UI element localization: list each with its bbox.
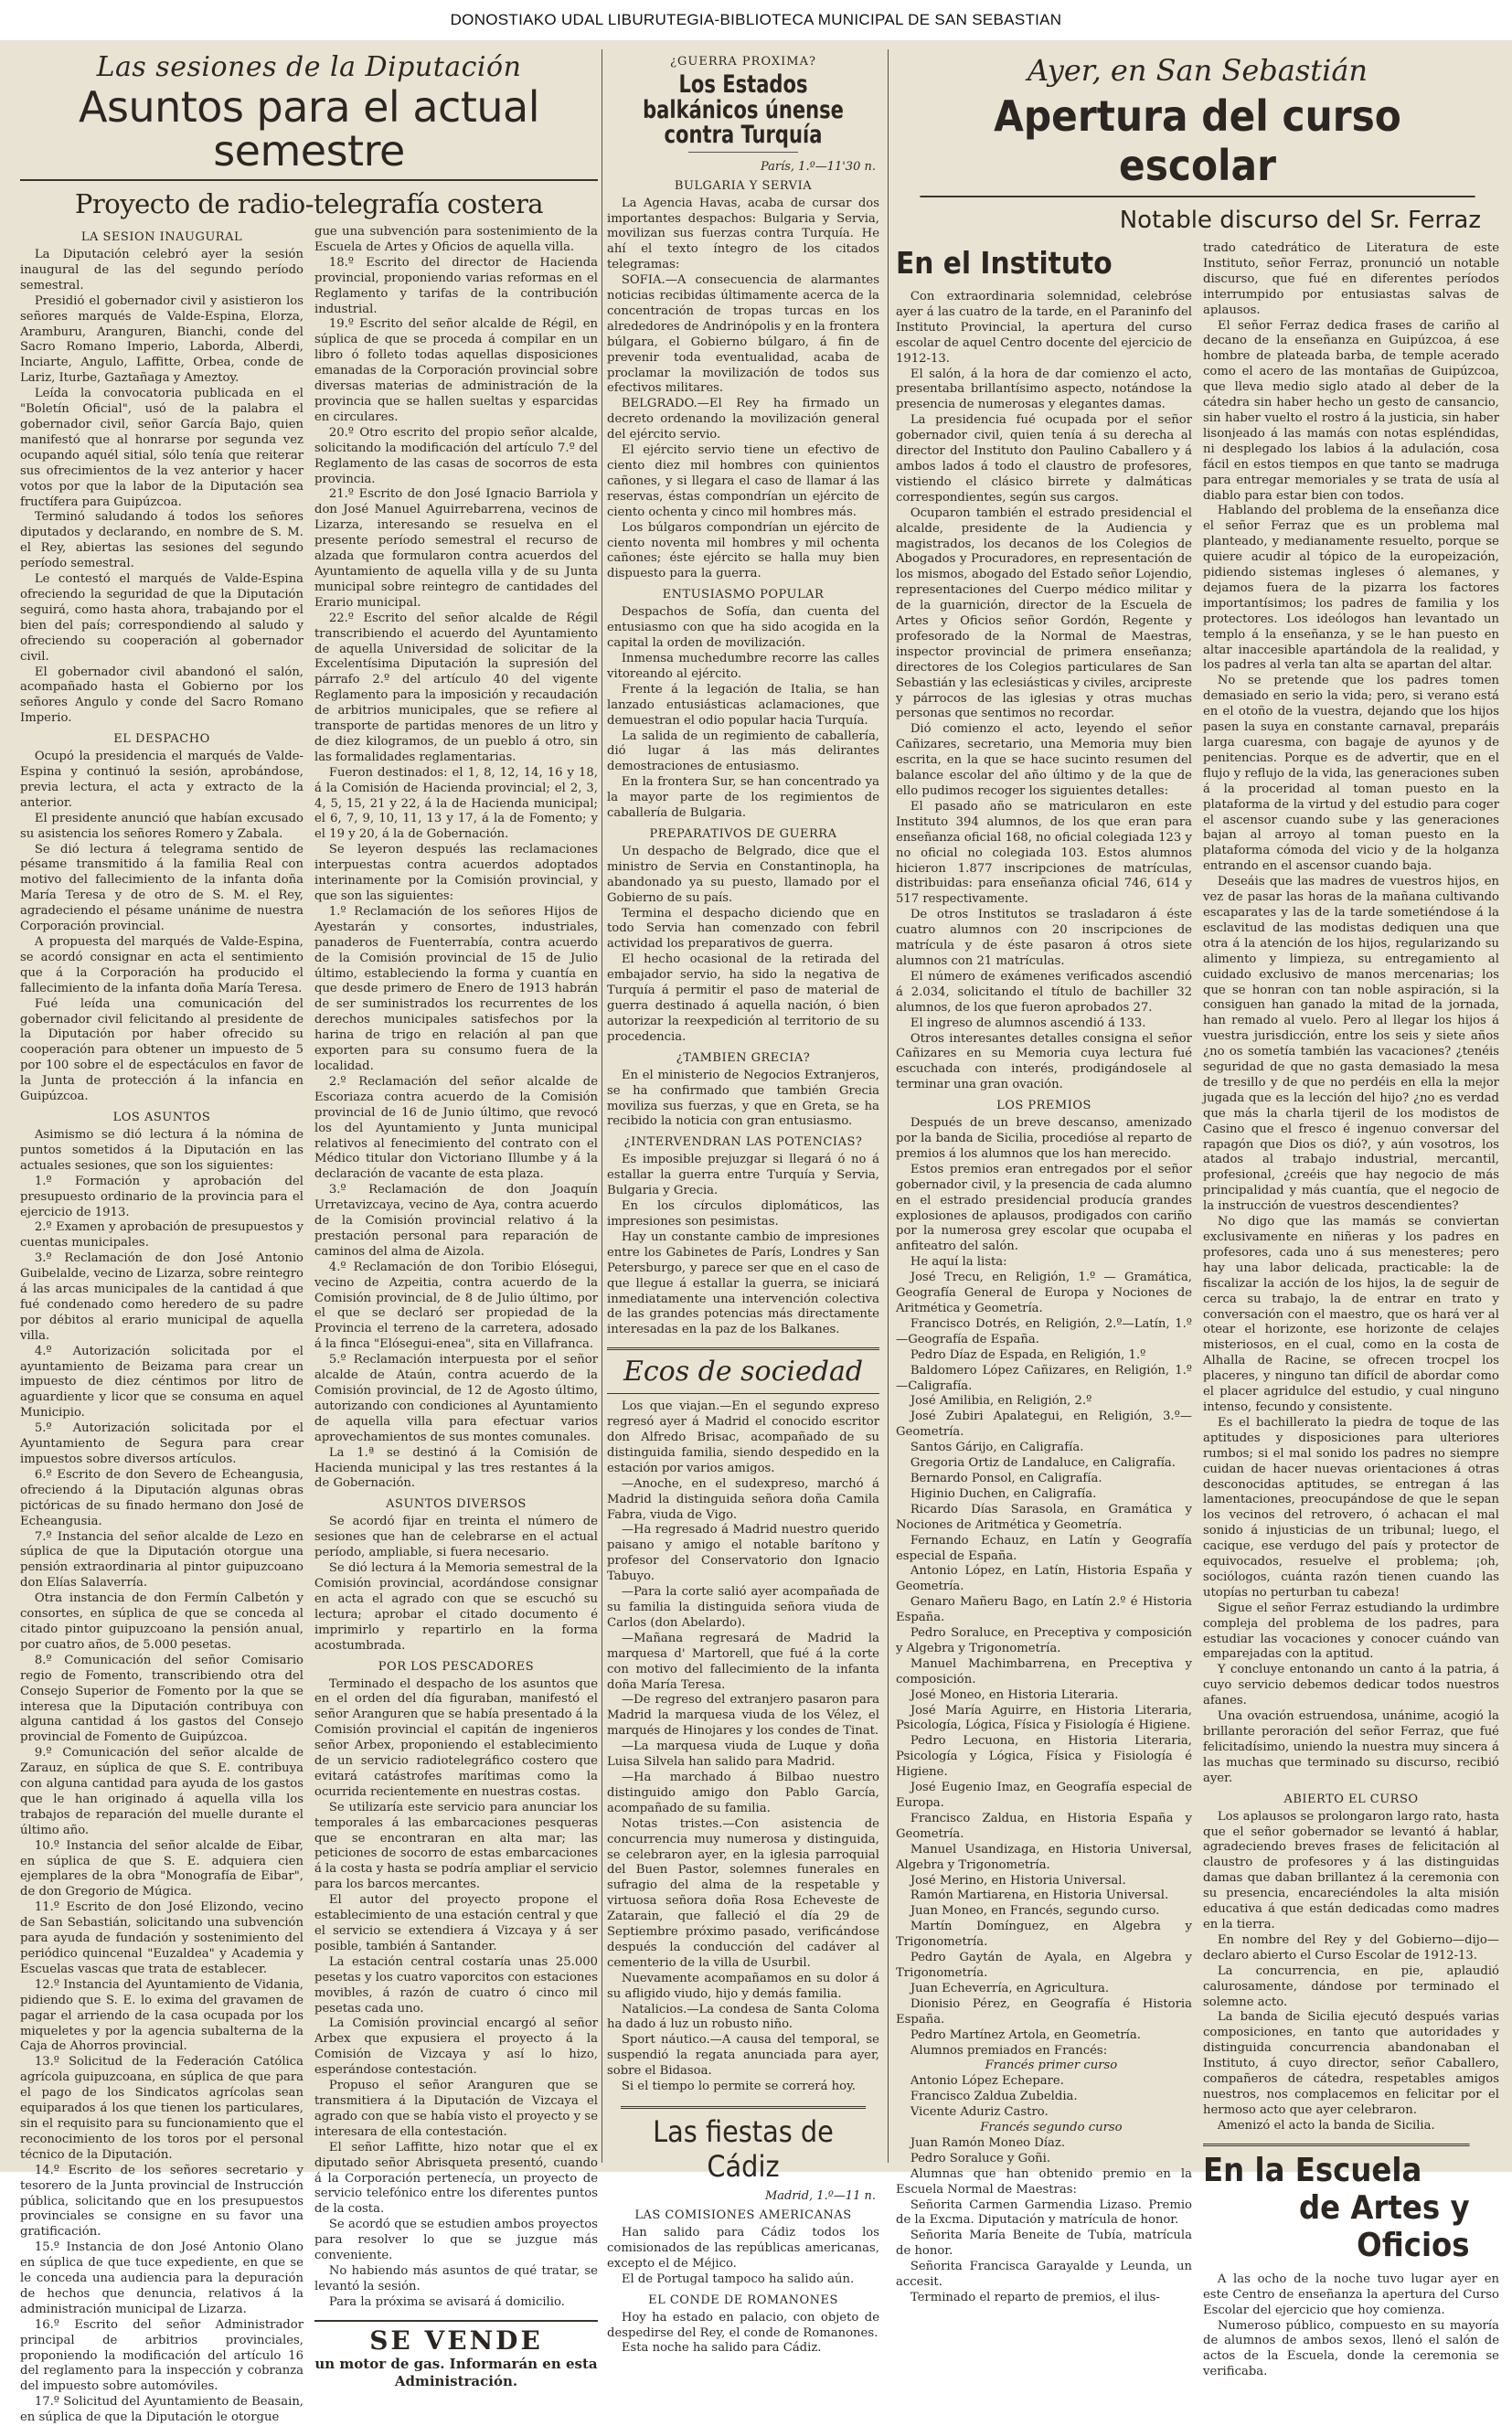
section-heading: ¿TAMBIEN GRECIA?	[676, 1050, 811, 1065]
paragraph: Otros interesantes detalles consigna el señor Cañizares en su Memoria cuya lectura fué escuchada con interés, prodigándosele al terminar una gran ovación.	[896, 1031, 1192, 1092]
list-item: Antonio López, en Latín, Historia España y Geometría.	[896, 1564, 1192, 1594]
paragraph: La Diputación celebró ayer la sesión inaugural de las del segundo período semestral.	[20, 248, 303, 293]
list-item: Pedro Lecuona, en Historia Literaria, Psicología y Lógica, Física y Fisiología é Higiene.	[896, 1734, 1192, 1780]
paragraph: Sigue el señor Ferraz estudiando la urdimbre compleja del problema de los padres, para estudiar las vocaciones y conocer cuándo van emparejadas con la aptitud.	[1203, 1601, 1499, 1662]
paragraph: 9.º Comunicación del señor alcalde de Zarauz, en súplica de que S. E. contribuya con alguna cantidad para ayuda de los gastos que le han originado á aquella villa los trabajos de reparación del muelle durante el último año.	[20, 1746, 303, 1837]
headline-line: En la Escuela	[1203, 2151, 1422, 2189]
paragraph: Los búlgaros compondrían un ejército de ciento noventa mil hombres y mil ochenta cañones; éste ejército se halla muy bien dispuesto para la guerra.	[607, 520, 879, 581]
list-item: José Zubiri Apalategui, en Religión, 3.º— Geometría.	[896, 1410, 1192, 1440]
paragraph: No digo que las mamás se conviertan exclusivamente en niñeras y los padres en profesores, cada uno á sus menesteres; pero hay una labor delicada, practicable: la de fiscalizar la acción de los hijos, la de seguir de cerca su trabajo, la de entrar en trato y conversación con el maestro, que os hará ver al otear el horizonte, ese horizonte de celajes misteriosos, en el cual, como en la costa de Alhalla de Racine, se ofrecen trocpel los placeres, y ninguno tan difícil de abordar como el placer agridulce del estudio, y cual ninguno intenso, fecundo y consistente.	[1203, 1215, 1499, 1414]
paragraph: 21.º Escrito de don José Ignacio Barriola y don José Manuel Aguirrebarrena, vecinos de Lizarza, interesando se resuelva en el presente período semestral el recurso de alzada que formularon contra acuerdos del Ayuntamiento de aquella villa y de su Junta municipal sobre reintegro de cantidades del Erario municipal.	[314, 487, 598, 610]
paragraph: Se utilizaría este servicio para anunciar los temporales á las embarcaciones pesqueras que se encontraran en alta mar; las peticiones de socorro de estas embarcaciones á la costa y hasta se podría ampliar el servicio para los barcos mercantes.	[314, 1800, 598, 1892]
paragraph: 5.º Autorización solicitada por el Ayuntamiento de Segura para crear impuestos sobre diversos artículos.	[20, 1421, 303, 1466]
paragraph: trado catedrático de Literatura de este Instituto, señor Ferraz, pronunció un notable discurso, que fué en diferentes períodos interrumpido por entusiastas salvas de aplausos.	[1203, 241, 1499, 317]
paragraph: El presidente anunció que habían excusado su asistencia los señores Romero y Zabala.	[20, 811, 303, 841]
kicker-san-sebastian: Ayer, en San Sebastián	[1027, 53, 1368, 88]
section-heading: ASUNTOS DIVERSOS	[386, 1497, 527, 1512]
column-rule	[888, 49, 889, 2163]
paragraph: 19.º Escrito del señor alcalde de Régil, en súplica de que se proceda á compilar en un libro ó folleto todas aquellas disposiciones emanadas de la Corporación provincial sobre diversas materias de administración de la provincia que se hallen sueltas y esparcidas en circulares.	[314, 317, 598, 424]
paragraph: No se pretende que los padres tomen demasiado en serio la vida; pero, si verano está en el otoño de la vuestra, dejando que los hijos pasen la suya en constante carnaval, preparáis larga cuaresma, con bagaje de ayunos y de penitencias. Porque es de advertir, que en el flujo y reflujo de la vida, las generaciones suben á la proceridad al toman puesto en la plataforma de la virtud y del estudio para coger el ascensor cuando sube y las generaciones bajan al arroyo al toman puesto en la plataforma cómoda del vicio y de la holganza entrando en el ascensor cuando baja.	[1203, 674, 1499, 874]
paragraph: Se acordó fijar en treinta el número de sesiones que han de celebrarse en el actual período, ampliable, si fuera necesario.	[314, 1515, 598, 1560]
paragraph: 11.º Escrito de don José Elizondo, vecino de San Sebastián, solicitando una subvención para ayuda de fundación y sostenimiento del periódico quincenal "Euzaldea" y Academia y Escuelas vascas que trata de establecer.	[20, 1900, 303, 1976]
paragraph: Terminado el reparto de premios, el ilus-	[910, 2291, 1160, 2304]
paragraph: En nombre del Rey y del Gobierno—dijo— declaro abierto el Curso Escolar de 1912-13.	[1203, 1932, 1499, 1963]
list-item: Genaro Mañeru Bago, en Latín 2.º é Historia España.	[896, 1595, 1192, 1625]
dateline: Madrid, 1.º—11 n.	[764, 2189, 876, 2203]
paragraph: Leída la convocatoria publicada en el "Boletín Oficial", usó de la palabra el gobernador civil, señor García Bajo, quien manifestó que al honrarse por segunda vez ocupando aquél sitial, sólo tenía que reiterar sus ofrecimientos de la vez anterior y hacer votos por que la labor de la Diputación sea fructífera para Guipúzcoa.	[20, 387, 303, 509]
paragraph: —La marquesa viuda de Luque y doña Luisa Silvela han salido para Madrid.	[607, 1740, 879, 1770]
paragraph: En los círculos diplomáticos, las impresiones son pesimistas.	[607, 1199, 879, 1229]
paragraph: Después de un breve descanso, amenizado por la banda de Sicilia, procedióse al reparto de premios á los alumnos que los han merecido.	[896, 1116, 1192, 1161]
paragraph: Han salido para Cádiz todos los comisionados de las repúblicas americanas, excepto el de Méjico.	[607, 2226, 879, 2271]
paragraph: Los aplausos se prolongaron largo rato, hasta que el señor gobernador se levantó á hablar, agradeciendo breves frases de felicitación al claustro de profesores y á las distinguidas damas que daban brillantez á la ceremonia con su presencia, encareciéndoles la alta misión educativa á que están dedicadas como madres en la tierra.	[1203, 1809, 1499, 1931]
paragraph: 3.º Reclamación de don Joaquín Urretavizcaya, vecino de Aya, contra acuerdo de la Comisión provincial relativo á la prestación personal para reparación de caminos del alma de Aizola.	[314, 1183, 598, 1259]
diputacion-subcol-left	[20, 225, 303, 2426]
paragraph: 15.º Instancia de don José Antonio Olano en súplica de que tuce expediente, en que se le conceda una audiencia para la depuración de hechos que denuncia, relativos á la administración municipal de Lizarza.	[20, 2240, 303, 2316]
paragraph: Es imposible prejuzgar si llegará ó no á estallar la guerra entre Turquía y Servia, Bulgaria y Grecia.	[607, 1153, 879, 1198]
paragraph: Esta noche ha salido para Cádiz.	[621, 2341, 822, 2356]
paragraph: El ejército servio tiene un efectivo de ciento diez mil hombres con quinientos cañones, y si llegara el caso de llamar á las reservas, éstas compondrían un ejército de ciento ochenta y cinco mil hombres más.	[607, 443, 879, 519]
paragraph: A propuesta del marqués de Valde-Espina, se acordó consignar en acta el sentimiento que á la Corporación ha producido el fallecimiento de la infanta doña María Teresa.	[20, 935, 303, 995]
list-item: Santos Gárijo, en Caligrafía.	[910, 1441, 1084, 1455]
paragraph: Una ovación estruendosa, unánime, acogió la brillante peroración del señor Ferraz, que fué felicitadísimo, uniendo la nuestra muy sincera á las muchas que terminado su discurso, recibió ayer.	[1203, 1709, 1499, 1785]
paragraph: 14.º Escrito de los señores secretario y tesorero de la Junta provincial de Instrucción pública, solicitando que en los presupuestos provinciales se consigne en su favor una gratificación.	[20, 2163, 303, 2240]
paragraph: Alumnas que han obtenido premio en la Escuela Normal de Maestras:	[896, 2166, 1192, 2197]
list-item: Manuel Machimbarrena, en Preceptiva y composición.	[896, 1656, 1192, 1686]
list-item: Pedro Martínez Artola, en Geometría.	[910, 2027, 1141, 2042]
list-item: Ricardo Días Sarasola, en Gramática y Nociones de Aritmética y Geometría.	[896, 1502, 1192, 1532]
paragraph: Para la próxima se avisará á domicilio.	[328, 2294, 565, 2309]
paragraph: Nuevamente acompañamos en su dolor á su afligido viudo, hijo y demás familia.	[607, 1971, 879, 2001]
paragraph: Fueron destinados: el 1, 8, 12, 14, 16 y 18, á la Comisión de Hacienda provincial; el 2, 3, 4, 5, 15, 21 y 22, á la de Hacienda municipal; el 6, 7, 9, 10, 11, 13 y 17, á la de Fomento; y el 19 y 20, á la de Gobernación.	[314, 765, 598, 842]
list-item: José Moneo, en Historia Literaria.	[910, 1687, 1119, 1702]
paragraph: Fué leída una comunicación del gobernador civil felicitando al presidente de la Diputación por haber ofrecido su cooperación para obtener un impuesto de 5 por 100 sobre el de espectáculos en favor de la Junta de protección á la infancia en Guipúzcoa.	[20, 996, 303, 1104]
ad-text: un motor de gas. Informarán en esta Administración.	[314, 2355, 598, 2390]
paragraph: 1.º Reclamación de los señores Hijos de Ayestarán y consortes, industriales, panaderos de Fuenterrabía, contra acuerdo de la Comisión provincial de 15 de Julio último, estableciendo la forma y cuantía en que desde primero de Enero de 1913 habrán de ser suministrados los recurrentes de los derechos municipales satisfechos por la harina de trigo en relación al pan que exporten para su consumo fuera de la localidad.	[314, 904, 598, 1073]
paragraph: Se dió lectura á la Memoria semestral de la Comisión provincial, acordándose consignar en acta el agrado con que se escuchó su lectura; aprobar el citado documento é imprimirlo y repartirlo en la forma acostumbrada.	[314, 1561, 598, 1653]
paragraph: Es el bachillerato la piedra de toque de las aptitudes y disposiciones para ulteriores rumbos; si el mal sonido los padres no siempre cuidan de hacer nuevas orientaciones á otras desconocidas aptitudes, se entregan á las lamentaciones, preocupándose de que le sepan los vecinos del retrovero, ó achacan el mal sonido á injusticias de un tribunal; luego, el cacique, ese verdugo del país y protector de equivocados, resuelve el problema; ¡oh, sociólogos, cuánta razón tienen cuando las utopías no perturban tu cabeza!	[1203, 1415, 1499, 1600]
paragraph: Terminado el despacho de los asuntos que en el orden del día figuraban, manifestó el señor Aranguren que se había presentado á la Comisión provincial el capitán de ingenieros señor Arbex, proponiendo el establecimiento de un servicio radiotelegráfico costero que evitará catástrofes marítimas como la ocurrida recientemente en nuestras costas.	[314, 1676, 598, 1799]
list-item: Dionisio Pérez, en Geografía é Historia España.	[896, 1996, 1192, 2027]
headline-line: de Artes y Oficios	[1298, 2189, 1470, 2265]
paragraph: —Ha marchado á Bilbao nuestro distinguido amigo don Pablo García, acompañado de su familia.	[607, 1770, 879, 1815]
paragraph: El señor Ferraz dedica frases de cariño al decano de la enseñanza en Guipúzcoa, á ese hombre de plateada barba, de temple acerado como el acero de las montañas de Guipúzcoa, que lleva medio siglo atado al deber de la cátedra sin haber hecho un gesto de cansancio, sin haber vuelto el rostro á la justicia, sin haber lisonjeado á las mamás con notas espléndidas, ni desplegado los labios á la adulación, cosa fácil en estos tiempos en que tanto se madruga para entregar memoriales y se trata de usía al diablo para estar bien con todos.	[1203, 318, 1499, 503]
paragraph: La Comisión provincial encargó al señor Arbex que expusiera el proyecto á la Comisión de Vizcaya y así lo hizo, esperándose contestación.	[314, 2016, 598, 2078]
paragraph: BELGRADO.—El Rey ha firmado un decreto ordenando la movilización general del ejército servio.	[607, 397, 879, 442]
headline-asuntos: Asuntos para el actual semestre	[20, 85, 598, 181]
paragraph: 18.º Escrito del director de Hacienda provincial, proponiendo varias reformas en el Reglamento y tarifas de la contribución industrial.	[314, 255, 598, 316]
paragraph: 20.º Otro escrito del propio señor alcalde, solicitando la modificación del artículo 7.º del Reglamento de las casas de socorros de esta provincia.	[314, 425, 598, 486]
section-title-instituto: En el Instituto	[896, 245, 1113, 281]
paragraph: En el ministerio de Negocios Extranjeros, se ha confirmado que también Grecia moviliza sus fuerzas, y que en Greta, se ha recibido la noticia con gran entusiasmo.	[607, 1068, 879, 1129]
paragraph: Amenizó el acto la banda de Sicilia.	[1217, 2118, 1435, 2133]
paragraph: Dió comienzo el acto, leyendo el señor Cañizares, secretario, una Memoria muy bien escrita, en la que se hace sucinto resumen del balance escolar del año último y de la que de ello pudimos recoger los siguientes detalles:	[896, 722, 1192, 798]
paragraph: Presidió el gobernador civil y asistieron los señores marqués de Valde-Espina, Elorza, Aramburu, Aranguren, Bianchi, conde del Sacro Romano Imperio, Laborda, Alberdi, Inciarte, Angulo, Laffitte, Orbea, conde de Lariz, Iturbe, Gaztañaga y Ameztoy.	[20, 293, 303, 386]
paragraph: La presidencia fué ocupada por el señor gobernador civil, quien tenía á su derecha al director del Instituto don Paulino Caballero y á ambos lados á todo el claustro de profesores, vistiendo el clásico birrete y dalmáticas correspondientes, según sus cargos.	[896, 413, 1192, 505]
subhead-discurso-ferraz: Notable discurso del Sr. Ferraz	[1119, 207, 1481, 234]
divider	[688, 152, 797, 153]
kicker-guerra: ¿GUERRA PROXIMA?	[670, 55, 816, 69]
paragraph: He aquí la lista:	[910, 1255, 1007, 1270]
paragraph: 8.º Comunicación del señor Comisario regio de Fomento, transcribiendo otra del Consejo Superior de Fomento por la que se interesa que la Diputación contribuya con alguna cantidad á los gastos del Consejo provincial de Fomento de Guipúzcoa.	[20, 1653, 303, 1745]
paragraph: Sport náutico.—A causa del temporal, se suspendió la regata anunciada para ayer, sobre el Bidasoa.	[607, 2033, 879, 2079]
paragraph: 2.º Examen y aprobación de presupuestos y cuentas municipales.	[20, 1220, 303, 1250]
list-subheading: Francés segundo curso	[980, 2121, 1123, 2135]
paragraph: El pasado año se matricularon en este Instituto 394 alumnos, de los que eran para enseñanza oficial 168, no oficial colegiada 123 y no oficial no colegiada 103. Estos alumnos hicieron 1.877 inscripciones de matrículas, distribuidas: para enseñanza oficial 746, 614 y 517 respectivamente.	[896, 799, 1192, 907]
list-item: Ramón Martiarena, en Historia Universal.	[910, 1889, 1169, 1903]
list-item: Pedro Soraluce y Goñi.	[910, 2151, 1051, 2165]
paragraph: Hay un constante cambio de impresiones entre los Gabinetes de París, Londres y San Petersburgo, y parece ser que en el caso de que llegue á estallar la guerra, se iniciará inmediatamente una intervención colectiva de las grandes potencias más directamente interesadas en la paz de los Balkanes.	[607, 1229, 879, 1337]
paragraph: 16.º Escrito del señor Administrador principal de arbitrios provinciales, proponiendo la modificación del artículo 16 del reglamento para la inspección y cobranza del impuesto sobre automóviles.	[20, 2317, 303, 2394]
curso-subcol-left	[896, 241, 1192, 2380]
ad-title: SE VENDE	[369, 2325, 543, 2356]
paragraph: Termina el despacho diciendo que en todo Servia han comenzado con febril actividad los preparativos de guerra.	[607, 906, 879, 952]
paragraph: 3.º Reclamación de don José Antonio Guibelalde, vecino de Lizarza, sobre reintegro á las arcas municipales de la cantidad á que fué condenado como heredero de su padre por débitos al erario municipal de aquella villa.	[20, 1251, 303, 1343]
paragraph: La estación central costaría unas 25.000 pesetas y los cuatro vaporcitos con estaciones movibles, á razón de cuatro ó cinco mil pesetas cada uno.	[314, 1954, 598, 2016]
library-header-bar: DONOSTIAKO UDAL LIBURUTEGIA-BIBLIOTECA MUNICIPAL DE SAN SEBASTIAN	[0, 0, 1512, 40]
list-item: José Merino, en Historia Universal.	[910, 1873, 1126, 1888]
paragraph: Los que viajan.—En el segundo expreso regresó ayer á Madrid el conocido escritor don Alfredo Brisac, acompañado de su distinguida familia, siendo despedido en la estación por varios amigos.	[607, 1399, 879, 1475]
paragraph: Otra instancia de don Fermín Calbetón y consortes, en súplica de que se conceda al citado pintor guipuzcoano la pensión anual, por cuatro años, de 5.000 pesetas.	[20, 1591, 303, 1652]
section-heading: POR LOS PESCADORES	[378, 1659, 535, 1674]
section-heading: ¿INTERVENDRAN LAS POTENCIAS?	[623, 1135, 863, 1150]
paragraph: De otros Institutos se trasladaron á éste cuatro alumnos con 20 inscripciones de matrícula y de éste pasaron á otros siete alumnos con 21 matrículas.	[896, 908, 1192, 968]
paragraph: gue una subvención para sostenimiento de la Escuela de Artes y Oficios de aquella villa.	[314, 225, 598, 254]
paragraph: La salida de un regimiento de caballería, dió lugar á las más delirantes demostraciones de entusiasmo.	[607, 729, 879, 774]
paragraph: Se dió lectura á telegrama sentido de pésame transmitido á la familia Real con motivo del fallecimiento de la infanta doña María Teresa y de otro de S. M. el Rey, agradeciendo el pésame unánime de nuestra Corporación provincial.	[20, 842, 303, 934]
list-item: Pedro Gaytán de Ayala, en Algebra y Trigonometría.	[896, 1951, 1192, 1980]
list-item: Vicente Aduriz Castro.	[910, 2105, 1049, 2120]
curso-subcol-right	[1203, 241, 1499, 2380]
list-item: Alumnos premiados en Francés:	[910, 2043, 1108, 2058]
paragraph: —Ha regresado á Madrid nuestro querido paisano y amigo el notable barítono y profesor del Conservatorio don Ignacio Tabuyo.	[607, 1523, 879, 1584]
headline-apertura: Apertura del curso escolar	[920, 91, 1475, 197]
list-item: José María Aguirre, en Historia Literaria, Psicología, Lógica, Física y Fisiología é Higiene.	[896, 1703, 1192, 1733]
paragraph: 5.º Reclamación interpuesta por el señor alcalde de Ataún, contra acuerdo de la Comisión provincial, de 12 de Agosto último, autorizando con condiciones al Ayuntamiento de aquella villa para efectuar varios aprovechamientos de sus montes comunales.	[314, 1353, 598, 1444]
paragraph: Hoy ha estado en palacio, con objeto de despedirse del Rey, el conde de Romanones.	[607, 2310, 879, 2340]
paragraph: Inmensa muchedumbre recorre las calles vitoreando al ejército.	[607, 651, 879, 681]
paragraph: Despachos de Sofía, dan cuenta del entusiasmo con que ha sido acogida en la capital la orden de movilización.	[607, 605, 879, 651]
paragraph: A las ocho de la noche tuvo lugar ayer en este Centro de enseñanza la apertura del Curso Escolar del ejercicio que hoy comienza.	[1203, 2272, 1499, 2317]
article-curso-escolar	[896, 46, 1499, 2379]
list-item: Fernando Echauz, en Latín y Geografía especial de España.	[896, 1533, 1192, 1563]
paragraph: El de Portugal tampoco ha salido aún.	[621, 2272, 855, 2286]
paragraph: 17.º Solicitud del Ayuntamiento de Beasain, en súplica de que la Diputación le otorgue	[20, 2395, 303, 2425]
paragraph: 7.º Instancia del señor alcalde de Lezo en súplica de que la Diputación otorgue una pensión extraordinaria al pintor guipuzcoano don Elías Salaverría.	[20, 1529, 303, 1591]
subhead-radiotelegrafia: Proyecto de radio-telegrafía costera	[74, 187, 544, 219]
list-item: Bernardo Ponsol, en Caligrafía.	[910, 1471, 1102, 1485]
headline-balkanes: Los Estados balkánicos únense contra Turquía	[643, 70, 844, 150]
paragraph: Natalicios.—La condesa de Santa Coloma ha dado á luz un robusto niño.	[607, 2002, 879, 2032]
list-item: Baldomero López Cañizares, en Religión, 1.º —Caligrafía.	[896, 1363, 1192, 1393]
paragraph: 4.º Autorización solicitada por el ayuntamiento de Beizama para crear un impuesto de diez céntimos por litro de aguardiente y licor que se consuma en aquel Municipio.	[20, 1344, 303, 1420]
list-item: Juan Ramón Moneo Díaz.	[910, 2135, 1066, 2150]
section-heading: EL CONDE DE ROMANONES	[648, 2293, 838, 2307]
paragraph: 10.º Instancia del señor alcalde de Eibar, en súplica de que S. E. adquiera cien ejemplares de la obra "Monografía de Eibar", de don Gregorio de Múgica.	[20, 1838, 303, 1899]
list-item: Señorita Francisca Garayalde y Leunda, un accesit.	[896, 2260, 1192, 2290]
paragraph: Y concluye entonando un canto á la patria, á cuyo servicio debemos dedicar todos nuestros afanes.	[1203, 1663, 1499, 1708]
paragraph: 12.º Instancia del Ayuntamiento de Vidania, pidiendo que S. E. lo exima del gravamen de pagar el arriendo de la casa ocupada por los miqueletes y por la agencia subalterna de la Caja de Ahorros provincial.	[20, 1977, 303, 2054]
list-subheading: Francés primer curso	[985, 2059, 1118, 2073]
paragraph: Con extraordinaria solemnidad, celebróse ayer á las cuatro de la tarde, en el Paraninfo del Instituto Provincial, la apertura del curso escolar de aquel Centro docente del ejercicio de 1912-13.	[896, 290, 1192, 366]
list-item: José Trecu, en Religión, 1.º — Gramática, Geografía General de Europa y Nociones de Aritmética y Geometría.	[896, 1271, 1192, 1315]
section-heading: BULGARIA Y SERVIA	[674, 178, 813, 193]
paragraph: La 1.ª se destinó á la Comisión de Hacienda municipal y las tres restantes á la de Gobernación.	[314, 1445, 598, 1491]
paragraph: Notas tristes.—Con asistencia de concurrencia muy numerosa y distinguida, se celebraron ayer, en la iglesia parroquial del Buen Pastor, solemnes funerales en sufragio del alma de la respetable y virtuosa señora doña Rosa Echeveste de Zatarain, que falleció el día 29 de Septiembre próximo pasado, verificándose después la conducción del cadáver al cementerio de la villa de Usurbil.	[607, 1816, 879, 1970]
paragraph: No habiendo más asuntos de qué tratar, se levantó la sesión.	[314, 2263, 598, 2293]
section-heading: LAS COMISIONES AMERICANAS	[634, 2208, 852, 2222]
section-heading: LOS ASUNTOS	[112, 1110, 211, 1124]
list-item: Antonio López Echepare.	[910, 2074, 1064, 2089]
article-balkanes	[607, 46, 879, 2356]
paragraph: —Mañana regresará de Madrid la marquesa d' Martorell, que fué á la corte con motivo del fallecimiento de la infanta doña María Teresa.	[607, 1631, 879, 1692]
paragraph: Se leyeron después las reclamaciones interpuestas contra acuerdos adoptados interinamente por la Comisión provincial, y que son las siguientes:	[314, 843, 598, 903]
paragraph: Terminó saludando á todos los señores diputados y declarando, en nombre de S. M. el Rey, abiertas las sesiones del segundo período semestral.	[20, 510, 303, 571]
paragraph: Hablando del problema de la enseñanza dice el señor Ferraz que es un problema mal planteado, y medianamente resuelto, porque se quiere acudir al tópico de la europeización, pidiendo sistemas ingleses ó alemanes, y dejamos fuera de la pizarra los factores importantísimos; los padres de familia y los protectores. Los ideólogos han levantado un templo á la enseñanza, y se le han puesto en altar inaccesible apartándola de la realidad, y los padres al verla tan alta se apartan del altar.	[1203, 504, 1499, 673]
paragraph: —Anoche, en el sudexpreso, marchó á Madrid la distinguida señora doña Camila Fabra, viuda de Vigo.	[607, 1476, 879, 1522]
paragraph: La Agencia Havas, acaba de cursar dos importantes despachos: Bulgaria y Servia, movilizan sus fuerzas contra Turquía. He ahí el texto íntegro de los citados telegramas:	[607, 196, 879, 272]
paragraph: La concurrencia, en pie, aplaudió calurosamente, dándose por terminado el solemne acto.	[1203, 1963, 1499, 2009]
paragraph: —De regreso del extranjero pasaron para Madrid la marquesa viuda de los Vélez, el marqués de Hinojares y los condes de Tinat.	[607, 1693, 879, 1739]
paragraph: El hecho ocasional de la retirada del embajador servio, ha sido la negativa de Turquía á permitir el paso de material de guerra destinado á aquella nación, ó bien autorizar la reexpedición al territorio de su procedencia.	[607, 952, 879, 1044]
list-item: José Amilibia, en Religión, 2.º	[910, 1394, 1092, 1409]
list-item: Francisco Zaldua, en Historia España y Geometría.	[896, 1811, 1192, 1841]
headline-ecos-sociedad: Ecos de sociedad	[607, 1347, 879, 1394]
paragraph: 1.º Formación y aprobación del presupuesto ordinario de la provincia para el ejercicio de 1913.	[20, 1174, 303, 1219]
paragraph: El salón, á la hora de dar comienzo el acto, presentaba brillantísimo aspecto, notándose la presencia de numerosas y elegantes damas.	[896, 367, 1192, 412]
paragraph: Deseáis que las madres de vuestros hijos, en vez de pasar las horas de la mañana cultivando escaparates y las de la tarde sometiéndose á la esclavitud de las modistas dediquen una que otra á la atención de los hijos, regularizando su alimento y limpieza, su entregamiento al cuidado exclusivo de manos mercenarias; los que se honran con tan noble aspiración, si la consiguen han ganado la mitad de la jornada, han remado al vuelo. Pero al llegar los hijos á vuestra jurisdicción, entre los seis y siete años ¿no os sometía también las vacaciones? ¿tenéis seguridad de que no gasta demasiado la mesa de tresillo y de que no perdéis en ella la mejor jugada que es la lección del hijo? ¿no es verdad que más la charla tijeril de los modistos de Casino que el fresco é ingenuo conversar del rapagón que Dios os dió?, y aún vosotros, los atados al trabajo industrial, mercantil, profesional, ¿creéis que hay negocio de más principalidad y más cuantía, que el negocio de la instrucción de vuestros descendientes?	[1203, 875, 1499, 1214]
list-item: Pedro Soraluce, en Preceptiva y composición y Algebra y Trigonometría.	[896, 1626, 1192, 1655]
paragraph: 4.º Reclamación de don Toribio Elósegui, vecino de Azpeitia, contra acuerdo de la Comisión provincial, de 8 de Julio último, por el que se declaró ser propiedad de la Provincia el terreno de la carretera, adosado á la finca "Elósegui-enea", sita en Villafranca.	[314, 1260, 598, 1352]
diputacion-subcol-right	[314, 225, 598, 2426]
headline-escuela-artes-oficios	[1203, 2144, 1470, 2265]
paragraph: El autor del proyecto propone el establecimiento de una estación central y que el servicio se extendiera á Vizcaya y á ser posible, también á Santander.	[314, 1893, 598, 1953]
dateline: París, 1.º—11'30 n.	[760, 159, 876, 174]
paragraph: 22.º Escrito del señor alcalde de Régil transcribiendo el acuerdo del Ayuntamiento de aquella Universidad de solicitar de la Excelentísima Diputación la supresión del párrafo 2.º del artículo 40 del vigente Reglamento para la imposición y recaudación de arbitrios municipales, que se refiere al transporte de partidas menores de un litro y de diez kilogramos, de un pueblo á otro, sin las formalidades reglamentarias.	[314, 611, 598, 764]
paragraph: 13.º Solicitud de la Federación Católica agrícola guipuzcoana, en súplica de que para el pago de los Sindicatos agrícolas sean equiparados á los que tienen los particulares, sin el requisito para su funcionamiento que el reconocimiento de los toros por el personal técnico de la Diputación.	[20, 2055, 303, 2162]
section-heading: ENTUSIASMO POPULAR	[662, 588, 825, 602]
list-item: Martín Domínguez, en Algebra y Trigonometría.	[896, 1920, 1192, 1950]
section-heading: LOS PREMIOS	[996, 1099, 1091, 1113]
paragraph: 6.º Escrito de don Severo de Echeangusia, ofreciendo á la Diputación algunas obras pictóricas de su finado hermano don José de Echeangusia.	[20, 1467, 303, 1528]
list-item: Manuel Usandizaga, en Historia Universal, Algebra y Trigonometría.	[896, 1842, 1192, 1872]
paragraph: Frente á la legación de Italia, se han lanzado entusiásticas aclamaciones, que demuestran el odio popular hacia Turquía.	[607, 682, 879, 728]
paragraph: Estos premios eran entregados por el señor gobernador civil, y la presencia de cada alumno en el estrado presidencial producía grandes explosiones de aplausos, prodigados con cariño por la numerosa grey escolar que ocupaba el anfiteatro del salón.	[896, 1162, 1192, 1254]
newspaper-page	[0, 40, 1512, 2425]
list-item: Pedro Díaz de Espada, en Religión, 1.º	[910, 1347, 1146, 1362]
list-item: Francisco Dotrés, en Religión, 2.º—Latín, 1.º —Geografía de España.	[896, 1316, 1192, 1346]
paragraph: Propuso el señor Aranguren que se transmitiera á la Diputación de Vizcaya el agrado con que se había visto el proyecto y se interesara de ella contestación.	[314, 2079, 598, 2139]
paragraph: El señor Laffitte, hizo notar que el ex diputado señor Abrisqueta presentó, cuando á la Corporación pertenecía, un proyecto de servicio telefónico entre los diferentes puntos de la costa.	[314, 2140, 598, 2217]
paragraph: Asimismo se dió lectura á la nómina de puntos sometidos á la Diputación en las actuales sesiones, que son los siguientes:	[20, 1127, 303, 1173]
list-item: Señorita Carmen Garmendia Lizaso. Premio de la Excma. Diputación y matrícula de honor.	[896, 2197, 1192, 2228]
paragraph: El ingreso de alumnos ascendió á 133.	[910, 1016, 1146, 1030]
headline-fiestas-cadiz: Las fiestas de Cádiz	[621, 2106, 866, 2184]
paragraph: El número de exámenes verificados ascendió á 2.034, solicitando el título de bachiller 32 alumnos, de los que fueron aprobados 27.	[896, 969, 1192, 1015]
paragraph: Le contestó el marqués de Valde-Espina ofreciendo la seguridad de que la Diputación seguirá, como hasta ahora, trabajando por el bien del país; correspondiendo al saludo y ofreciendo su cooperación al gobernador civil.	[20, 572, 303, 664]
paragraph: En la frontera Sur, se han concentrado ya la mayor parte de los regimientos de caballería de Bulgaria.	[607, 775, 879, 821]
paragraph: Si el tiempo lo permite se correrá hoy.	[621, 2080, 856, 2094]
paragraph: Numeroso público, compuesto en su mayoría de alumnos de ambos sexos, llenó el salón de actos de la Escuela, donde la ceremonia se verificaba.	[1203, 2318, 1499, 2379]
paragraph: Se acordó que se estudien ambos proyectos para resolver lo que se juzgue más conveniente.	[314, 2218, 598, 2263]
paragraph: —Para la corte salió ayer acompañada de su familia la distinguida señora viuda de Carlos (don Abelardo).	[607, 1585, 879, 1630]
kicker-diputacion: Las sesiones de la Diputación	[96, 51, 522, 83]
list-item: Francisco Zaldua Zubeldia.	[910, 2090, 1078, 2104]
paragraph: El gobernador civil abandonó el salón, acompañado hasta el Gobierno por los señores Angulo y conde del Sacro Romano Imperio.	[20, 665, 303, 726]
paragraph: Ocupó la presidencia el marqués de Valde-Espina y continuó la sesión, aprobándose, previa lectura, el acta y extracto de la anterior.	[20, 750, 303, 810]
paragraph: Ocuparon también el estrado presidencial el alcalde, presidente de la Audiencia y magistrados, los decanos de los Colegios de Abogados y Procuradores, en representación de los mismos, abogado del Estado señor Lojendio, representaciones del Cuerpo médico militar y de la guarnición, director de la Escuela de Artes y Oficios señor Gordón, Regente y profesorado de la Normal de Maestras, inspector provincial de primera enseñanza; directores de los Colegios particulares de San Sebastián y las eclesiásticas y civiles, arcipreste y párrocos de las iglesias y otras muchas personas que sentimos no recordar.	[896, 505, 1192, 721]
paragraph: La banda de Sicilia ejecutó después varias composiciones, en tanto que autoridades y distinguida concurrencia abandonaban el Instituto, á cuyo director, señor Caballero, compañeros de cátedra, respetables amigos nuestros, nos complacemos en felicitar por el hermoso acto que ayer celebraron.	[1203, 2010, 1499, 2117]
paragraph: Un despacho de Belgrado, dice que el ministro de Servia en Constantinopla, ha abandonado ya su puesto, llamado por el Gobierno de su país.	[607, 844, 879, 905]
paragraph: 2.º Reclamación del señor alcalde de Escoriaza contra acuerdo de la Comisión provincial de 16 de Junio último, que revocó los del Ayuntamiento y Junta municipal relativos al fenecimiento del contrato con el Médico titular don Victoriano Illumbe y á la declaración de vacante de esta plaza.	[314, 1074, 598, 1182]
paragraph: SOFIA.—A consecuencia de alarmantes noticias recibidas últimamente acerca de la concentración de tropas turcas en los alrededores de Andrinópolis y en la frontera búlgara, el Gobierno búlgaro, á fin de prevenir toda eventualidad, acaba de proclamar la movilización de todos sus efectivos militares.	[607, 273, 879, 396]
section-heading: ABIERTO EL CURSO	[1283, 1792, 1419, 1806]
list-item: Señorita María Beneite de Tubía, matrícula de honor.	[896, 2229, 1192, 2259]
section-heading: PREPARATIVOS DE GUERRA	[649, 826, 837, 841]
article-diputacion	[20, 46, 598, 2425]
list-item: Gregoria Ortiz de Landaluce, en Caligrafía.	[910, 1456, 1176, 1471]
list-item: Juan Echeverría, en Agricultura.	[910, 1981, 1110, 1995]
classified-ad	[314, 2320, 598, 2391]
list-item: José Eugenio Imaz, en Geografía especial de Europa.	[896, 1781, 1192, 1810]
list-item: Juan Moneo, en Francés, segundo curso.	[910, 1904, 1160, 1919]
section-heading: EL DESPACHO	[113, 732, 210, 747]
list-item: Higinio Duchen, en Caligrafía.	[910, 1486, 1097, 1501]
section-heading: LA SESION INAUGURAL	[80, 230, 243, 245]
